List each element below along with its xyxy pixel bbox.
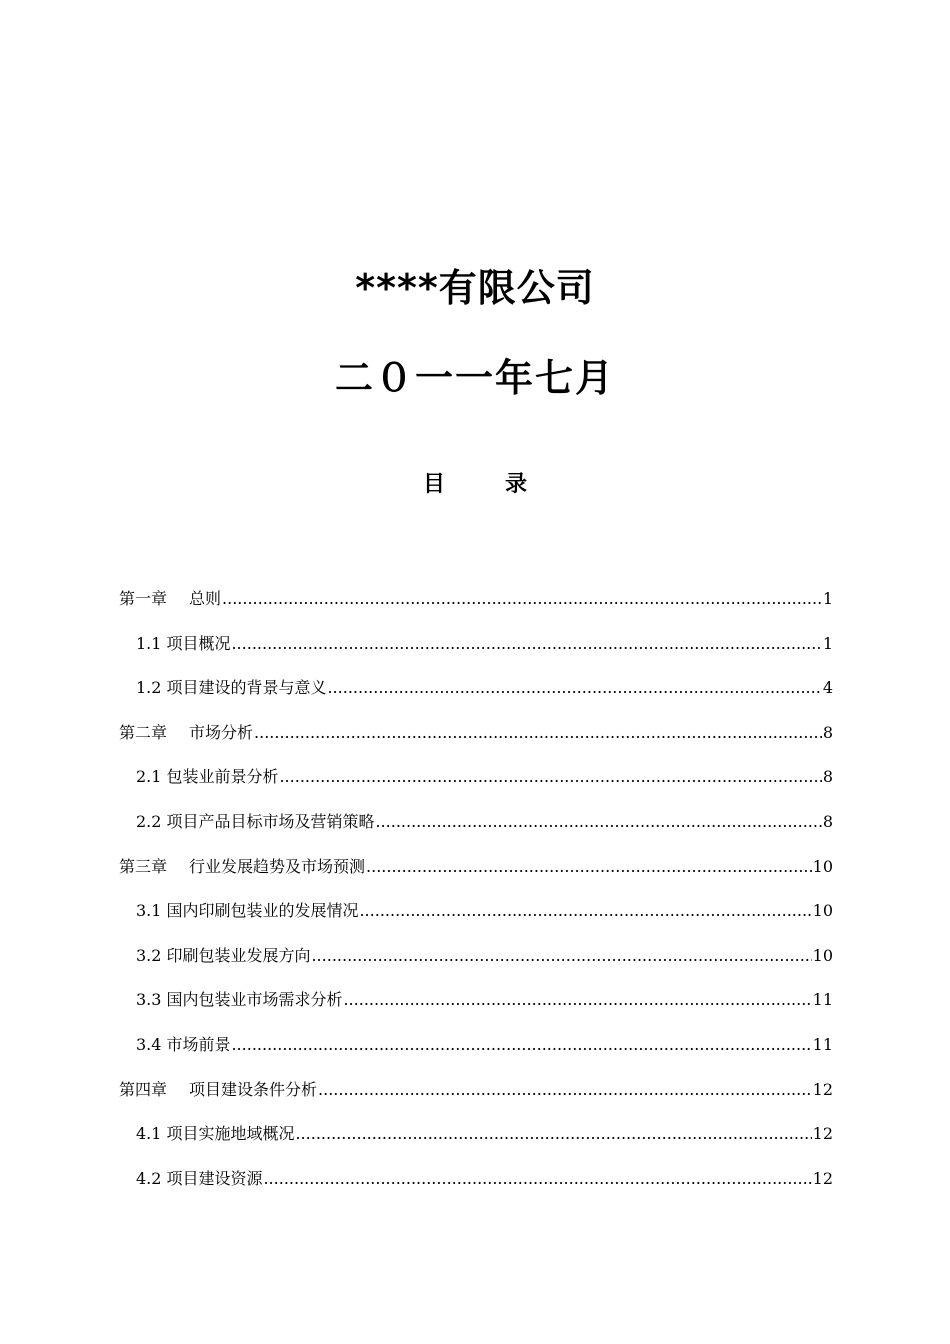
toc-page-number: 8 bbox=[822, 767, 833, 787]
toc-section-entry[interactable] bbox=[119, 807, 833, 852]
toc-entry-label bbox=[119, 584, 221, 614]
toc-entry-label bbox=[136, 1030, 230, 1060]
toc-page-number: 12 bbox=[812, 1124, 833, 1144]
toc-dot-leader bbox=[254, 718, 822, 748]
toc-entry-label bbox=[136, 1164, 262, 1194]
toc-entry-label bbox=[119, 1075, 317, 1105]
toc-entry-title: 项目实施地域概况 bbox=[166, 1124, 295, 1144]
toc-dot-leader bbox=[231, 629, 821, 659]
toc-section-entry[interactable] bbox=[119, 673, 833, 718]
toc-dot-leader bbox=[366, 852, 812, 882]
toc-section-entry[interactable] bbox=[119, 941, 833, 986]
toc-entry-number: 第三章 bbox=[119, 856, 168, 876]
toc-entry-title: 项目建设条件分析 bbox=[189, 1079, 318, 1099]
table-of-contents bbox=[119, 584, 833, 1208]
toc-entry-number: 第一章 bbox=[119, 589, 168, 608]
toc-entry-number: 2.1 bbox=[136, 767, 162, 787]
toc-entry-label bbox=[136, 762, 278, 792]
toc-entry-title: 项目概况 bbox=[166, 633, 231, 653]
toc-dot-leader bbox=[263, 1164, 811, 1194]
toc-section-entry[interactable] bbox=[119, 896, 833, 941]
toc-page-number: 12 bbox=[812, 1168, 833, 1188]
toc-chapter-entry[interactable] bbox=[119, 852, 833, 897]
toc-page-number: 11 bbox=[812, 1034, 833, 1054]
toc-section-entry[interactable] bbox=[119, 762, 833, 807]
toc-chapter-entry[interactable] bbox=[119, 1075, 833, 1120]
toc-entry-number: 3.1 bbox=[136, 901, 162, 921]
toc-entry-label bbox=[136, 673, 326, 703]
toc-entry-number: 1.1 bbox=[136, 633, 162, 653]
toc-page-number: 1 bbox=[822, 633, 833, 653]
toc-dot-leader bbox=[359, 896, 811, 926]
toc-entry-label bbox=[119, 718, 253, 748]
toc-entry-number: 3.4 bbox=[136, 1034, 162, 1054]
toc-entry-number: 3.2 bbox=[136, 945, 162, 965]
toc-entry-label bbox=[136, 807, 374, 837]
toc-entry-title: 市场前景 bbox=[166, 1034, 231, 1054]
toc-page-number: 12 bbox=[812, 1079, 833, 1099]
toc-entry-number: 4.1 bbox=[136, 1124, 162, 1144]
toc-page-number: 10 bbox=[812, 945, 833, 965]
toc-entry-number: 4.2 bbox=[136, 1168, 162, 1188]
toc-dot-leader bbox=[327, 673, 821, 703]
toc-entry-label bbox=[136, 1119, 294, 1149]
toc-dot-leader bbox=[343, 985, 811, 1015]
toc-section-entry[interactable] bbox=[119, 1030, 833, 1075]
toc-entry-number: 1.2 bbox=[136, 678, 162, 698]
toc-section-entry[interactable] bbox=[119, 629, 833, 674]
toc-chapter-entry[interactable] bbox=[119, 584, 833, 629]
toc-entry-title: 项目产品目标市场及营销策略 bbox=[166, 811, 375, 831]
toc-dot-leader bbox=[222, 584, 822, 614]
toc-page-number: 4 bbox=[822, 678, 833, 698]
toc-entry-label bbox=[136, 629, 230, 659]
toc-dot-leader bbox=[311, 941, 811, 971]
toc-page-number: 10 bbox=[812, 901, 833, 921]
toc-dot-leader bbox=[295, 1119, 811, 1149]
toc-entry-title: 国内包装业市场需求分析 bbox=[166, 990, 343, 1010]
toc-entry-label bbox=[119, 852, 365, 882]
toc-entry-label bbox=[136, 941, 310, 971]
toc-section-entry[interactable] bbox=[119, 985, 833, 1030]
toc-chapter-entry[interactable] bbox=[119, 718, 833, 763]
toc-entry-title: 市场分析 bbox=[189, 722, 254, 742]
toc-entry-number: 第四章 bbox=[119, 1079, 168, 1099]
toc-dot-leader bbox=[375, 807, 821, 837]
toc-entry-label bbox=[136, 985, 342, 1015]
document-date: 二０一一年七月 bbox=[334, 356, 615, 400]
toc-entry-title: 印刷包装业发展方向 bbox=[166, 945, 311, 965]
toc-page-number: 8 bbox=[822, 722, 833, 742]
toc-heading bbox=[0, 470, 950, 500]
toc-entry-title: 项目建设的背景与意义 bbox=[166, 678, 327, 698]
toc-entry-title: 包装业前景分析 bbox=[166, 767, 279, 787]
toc-heading-right: 录 bbox=[505, 472, 528, 497]
toc-dot-leader bbox=[231, 1030, 811, 1060]
toc-entry-title: 项目建设资源 bbox=[166, 1168, 263, 1188]
toc-dot-leader bbox=[279, 762, 821, 792]
toc-section-entry[interactable] bbox=[119, 1119, 833, 1164]
toc-entry-title: 行业发展趋势及市场预测 bbox=[189, 856, 366, 876]
toc-heading-left: 目 bbox=[422, 472, 445, 497]
toc-page-number: 10 bbox=[812, 856, 833, 876]
toc-page-number: 11 bbox=[812, 990, 833, 1010]
toc-entry-number: 2.2 bbox=[136, 811, 162, 831]
toc-entry-label bbox=[136, 896, 358, 926]
toc-entry-number: 第二章 bbox=[119, 722, 168, 742]
toc-entry-title: 国内印刷包装业的发展情况 bbox=[166, 901, 359, 921]
company-name: ****有限公司 bbox=[355, 266, 595, 310]
toc-entry-title: 总则 bbox=[189, 589, 222, 608]
toc-page-number: 1 bbox=[822, 589, 833, 608]
toc-page-number: 8 bbox=[822, 811, 833, 831]
toc-dot-leader bbox=[318, 1075, 812, 1105]
toc-section-entry[interactable] bbox=[119, 1164, 833, 1209]
toc-entry-number: 3.3 bbox=[136, 990, 162, 1010]
